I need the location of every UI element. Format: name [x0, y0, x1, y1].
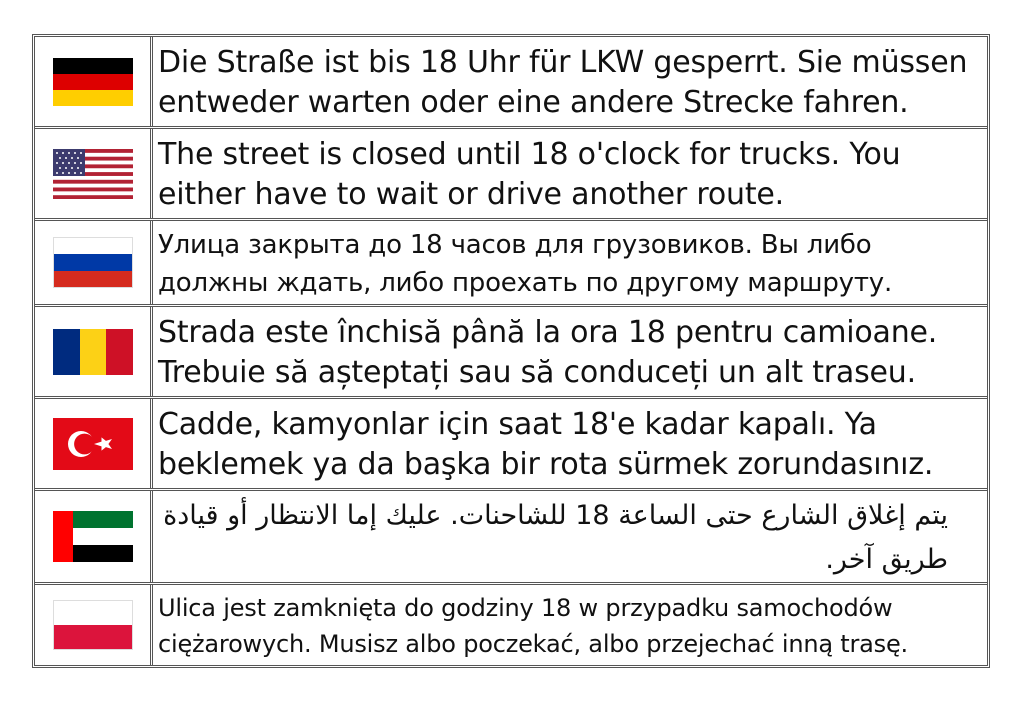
table-row-turkish	[35, 399, 987, 491]
row-text: Die Straße ist bis 18 Uhr für LKW gesperrt. Sie müssen entweder warten oder eine andere Strecke fahren.	[158, 44, 968, 120]
table-row-english	[35, 129, 987, 221]
text-cell	[153, 37, 987, 126]
turkey-flag-icon	[53, 418, 133, 470]
flag-cell	[35, 491, 153, 582]
text-cell	[153, 585, 987, 665]
romania-flag-icon	[53, 329, 133, 375]
text-cell	[153, 491, 987, 582]
usa-flag-icon	[53, 149, 133, 199]
uae-flag-icon	[53, 511, 133, 562]
poland-flag-icon	[53, 600, 133, 650]
table-row-romanian	[35, 307, 987, 399]
row-text: Cadde, kamyonlar için saat 18'e kadar kapalı. Ya beklemek ya da başka bir rota sürmek zorundasınız.	[158, 406, 934, 482]
flag-cell	[35, 129, 153, 218]
text-cell	[153, 129, 987, 218]
translation-table	[32, 34, 990, 668]
row-text: Strada este închisă până la ora 18 pentru camioane. Trebuie să așteptați sau să conduceți un alt traseu.	[158, 314, 938, 390]
row-text: يتم إغلاق الشارع حتى الساعة 18 للشاحنات. عليك إما الانتظار أو قيادة طريق آخر.	[163, 499, 948, 575]
germany-flag-icon	[53, 58, 133, 106]
table-row-russian	[35, 221, 987, 307]
flag-cell	[35, 585, 153, 665]
flag-cell	[35, 399, 153, 488]
table-row-polish	[35, 585, 987, 665]
russia-flag-icon	[53, 237, 133, 288]
text-cell	[153, 399, 987, 488]
text-cell	[153, 221, 987, 304]
row-text: Улица закрыта до 18 часов для грузовиков. Вы либо должны ждать, либо проехать по другому маршруту.	[158, 229, 893, 298]
flag-cell	[35, 221, 153, 304]
row-text: Ulica jest zamknięta do godziny 18 w przypadku samochodów ciężarowych. Musisz albo poczekać, albo przejechać inną trasę.	[158, 594, 908, 658]
table-row-german	[35, 37, 987, 129]
flag-cell	[35, 37, 153, 126]
row-text: The street is closed until 18 o'clock for trucks. You either have to wait or drive another route.	[158, 136, 901, 212]
flag-cell	[35, 307, 153, 396]
text-cell	[153, 307, 987, 396]
table-row-arabic	[35, 491, 987, 585]
